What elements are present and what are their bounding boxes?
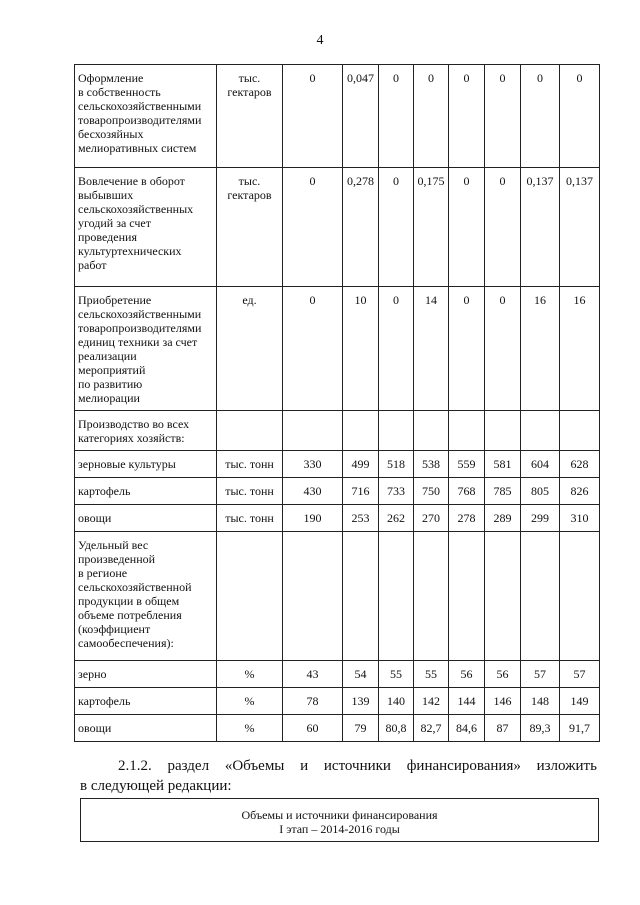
row-value-cell (449, 532, 485, 661)
row-value-cell: 55 (414, 661, 449, 688)
row-value-cell: 79 (343, 715, 379, 742)
row-value-cell: 253 (343, 505, 379, 532)
row-value-cell: 0 (485, 65, 521, 168)
row-value-cell: 0 (560, 65, 600, 168)
row-value-cell: 785 (485, 478, 521, 505)
row-name-cell: овощи (75, 715, 217, 742)
row-value-cell: 0 (283, 168, 343, 287)
paragraph-word: и (300, 758, 309, 774)
row-value-cell (414, 411, 449, 451)
row-value-cell: 805 (521, 478, 560, 505)
row-name-cell: Оформление в собственность сельскохозяйственными товаропроизводителями бесхозяйных мелиоративных систем (75, 65, 217, 168)
row-unit-cell: % (217, 688, 283, 715)
table-row (75, 65, 600, 168)
paragraph-line-1 (80, 756, 597, 776)
table-row (75, 451, 600, 478)
paragraph-line-2: в следующей редакции: (80, 778, 232, 794)
row-value-cell (283, 532, 343, 661)
row-value-cell: 538 (414, 451, 449, 478)
table-row (75, 505, 600, 532)
row-value-cell: 270 (414, 505, 449, 532)
row-name-cell: Производство во всех категориях хозяйств: (75, 411, 217, 451)
row-value-cell: 91,7 (560, 715, 600, 742)
row-value-cell: 0 (449, 65, 485, 168)
row-value-cell: 310 (560, 505, 600, 532)
row-value-cell: 0,137 (521, 168, 560, 287)
row-value-cell: 148 (521, 688, 560, 715)
row-value-cell: 299 (521, 505, 560, 532)
row-value-cell: 604 (521, 451, 560, 478)
row-value-cell (343, 532, 379, 661)
row-value-cell: 0 (485, 287, 521, 411)
paragraph-word: источники (323, 758, 391, 774)
table-row (75, 478, 600, 505)
row-name-cell: зерно (75, 661, 217, 688)
row-value-cell: 10 (343, 287, 379, 411)
row-name-cell: Вовлечение в оборот выбывших сельскохозяйственных угодий за счет проведения культуртехнических работ (75, 168, 217, 287)
financing-box-title: Объемы и источники финансирования (241, 808, 438, 822)
row-value-cell: 0,175 (414, 168, 449, 287)
row-value-cell (485, 411, 521, 451)
row-value-cell: 628 (560, 451, 600, 478)
paragraph-word: 2.1.2. (118, 758, 152, 774)
section-paragraph (80, 756, 597, 796)
row-value-cell: 768 (449, 478, 485, 505)
row-unit-cell: % (217, 715, 283, 742)
table-row (75, 688, 600, 715)
row-value-cell: 54 (343, 661, 379, 688)
row-value-cell: 16 (560, 287, 600, 411)
row-value-cell: 0 (414, 65, 449, 168)
row-value-cell: 60 (283, 715, 343, 742)
paragraph-word: раздел (167, 758, 210, 774)
row-unit-cell: % (217, 661, 283, 688)
paragraph-word: изложить (536, 758, 597, 774)
row-value-cell: 826 (560, 478, 600, 505)
row-value-cell (379, 411, 414, 451)
row-value-cell: 0 (521, 65, 560, 168)
row-value-cell: 80,8 (379, 715, 414, 742)
row-value-cell: 84,6 (449, 715, 485, 742)
row-value-cell: 144 (449, 688, 485, 715)
row-name-cell: картофель (75, 478, 217, 505)
row-name-cell: зерновые культуры (75, 451, 217, 478)
row-value-cell: 87 (485, 715, 521, 742)
row-value-cell: 0 (283, 287, 343, 411)
row-value-cell: 57 (560, 661, 600, 688)
table-row (75, 715, 600, 742)
row-value-cell: 518 (379, 451, 414, 478)
row-value-cell: 43 (283, 661, 343, 688)
row-value-cell: 716 (343, 478, 379, 505)
row-value-cell: 14 (414, 287, 449, 411)
row-unit-cell: тыс. тонн (217, 451, 283, 478)
row-value-cell (449, 411, 485, 451)
financing-box-subtitle: I этап – 2014-2016 годы (279, 822, 400, 836)
row-value-cell: 78 (283, 688, 343, 715)
row-value-cell (343, 411, 379, 451)
table-row (75, 168, 600, 287)
row-name-cell: картофель (75, 688, 217, 715)
row-value-cell: 149 (560, 688, 600, 715)
row-value-cell: 146 (485, 688, 521, 715)
row-unit-cell: ед. (217, 287, 283, 411)
row-value-cell: 55 (379, 661, 414, 688)
row-value-cell: 16 (521, 287, 560, 411)
row-value-cell (560, 411, 600, 451)
row-value-cell (414, 532, 449, 661)
row-value-cell: 330 (283, 451, 343, 478)
row-value-cell: 0 (485, 168, 521, 287)
row-value-cell (521, 532, 560, 661)
row-value-cell: 0 (449, 287, 485, 411)
row-value-cell: 559 (449, 451, 485, 478)
row-value-cell: 139 (343, 688, 379, 715)
row-value-cell: 750 (414, 478, 449, 505)
row-value-cell (283, 411, 343, 451)
table-row (75, 287, 600, 411)
row-unit-cell (217, 411, 283, 451)
row-value-cell: 89,3 (521, 715, 560, 742)
page-number: 4 (316, 33, 324, 48)
table-row (75, 411, 600, 451)
paragraph-word: финансирования» (406, 758, 521, 774)
row-unit-cell: тыс. тонн (217, 505, 283, 532)
row-value-cell: 190 (283, 505, 343, 532)
row-value-cell: 0 (379, 65, 414, 168)
row-value-cell (485, 532, 521, 661)
row-value-cell: 0 (379, 168, 414, 287)
row-value-cell: 0,137 (560, 168, 600, 287)
row-value-cell: 0 (283, 65, 343, 168)
row-value-cell: 0,278 (343, 168, 379, 287)
row-value-cell: 0 (449, 168, 485, 287)
row-value-cell: 56 (485, 661, 521, 688)
row-name-cell: овощи (75, 505, 217, 532)
row-name-cell: Удельный вес произведенной в регионе сельскохозяйственной продукции в общем объеме потребления (коэффициент самообеспечения): (75, 532, 217, 661)
row-value-cell: 0 (379, 287, 414, 411)
row-value-cell: 499 (343, 451, 379, 478)
row-value-cell: 142 (414, 688, 449, 715)
row-value-cell: 140 (379, 688, 414, 715)
row-unit-cell (217, 532, 283, 661)
row-value-cell: 289 (485, 505, 521, 532)
row-value-cell: 262 (379, 505, 414, 532)
row-value-cell: 430 (283, 478, 343, 505)
row-value-cell: 57 (521, 661, 560, 688)
row-unit-cell: тыс. тонн (217, 478, 283, 505)
row-value-cell: 0,047 (343, 65, 379, 168)
row-name-cell: Приобретение сельскохозяйственными товаропроизводителями единиц техники за счет реализации мероприятий по развитию мелиорации (75, 287, 217, 411)
row-value-cell: 278 (449, 505, 485, 532)
row-value-cell (521, 411, 560, 451)
row-value-cell: 82,7 (414, 715, 449, 742)
financing-box (80, 798, 599, 842)
row-unit-cell: тыс. гектаров (217, 65, 283, 168)
paragraph-word: «Объемы (224, 758, 285, 774)
row-value-cell (379, 532, 414, 661)
row-value-cell: 733 (379, 478, 414, 505)
row-value-cell (560, 532, 600, 661)
row-value-cell: 581 (485, 451, 521, 478)
row-value-cell: 56 (449, 661, 485, 688)
table-row (75, 661, 600, 688)
table-row (75, 532, 600, 661)
row-unit-cell: тыс. гектаров (217, 168, 283, 287)
indicators-table (74, 64, 600, 742)
